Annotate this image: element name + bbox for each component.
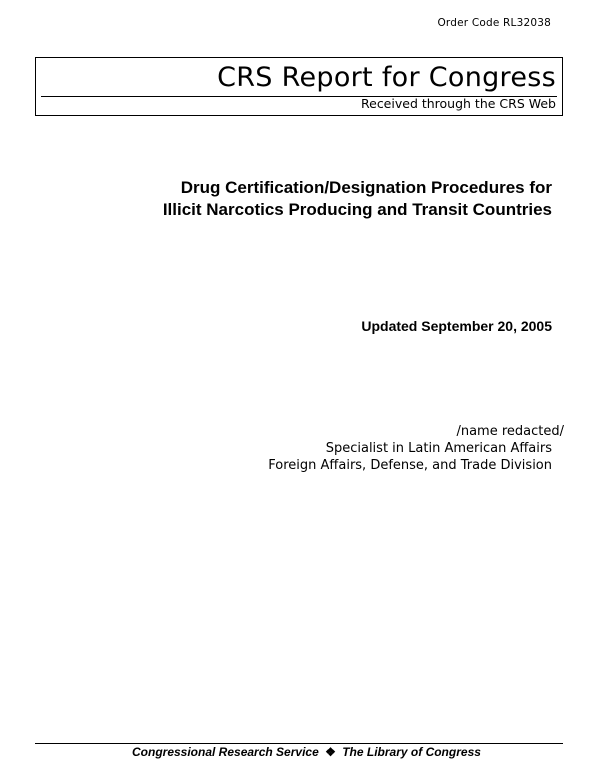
diamond-separator-icon: ❖ (325, 745, 336, 759)
document-title-line-2: Illicit Narcotics Producing and Transit Countries (162, 200, 552, 219)
author-division: Foreign Affairs, Defense, and Trade Division (268, 458, 552, 473)
author-name: /name redacted/ (456, 424, 564, 439)
updated-date: Updated September 20, 2005 (361, 318, 552, 334)
document-title (163, 177, 552, 221)
footer (132, 744, 481, 760)
report-header-subtitle: Received through the CRS Web (361, 96, 556, 111)
footer-organization: Congressional Research Service (132, 745, 319, 759)
document-title-line-1: Drug Certification/Designation Procedures for (180, 178, 552, 197)
footer-library: The Library of Congress (342, 745, 481, 759)
report-header-box (35, 57, 563, 116)
author-block (268, 423, 564, 474)
author-position: Specialist in Latin American Affairs (325, 441, 552, 456)
order-code: Order Code RL32038 (437, 17, 551, 29)
report-header-title: CRS Report for Congress (217, 62, 556, 93)
